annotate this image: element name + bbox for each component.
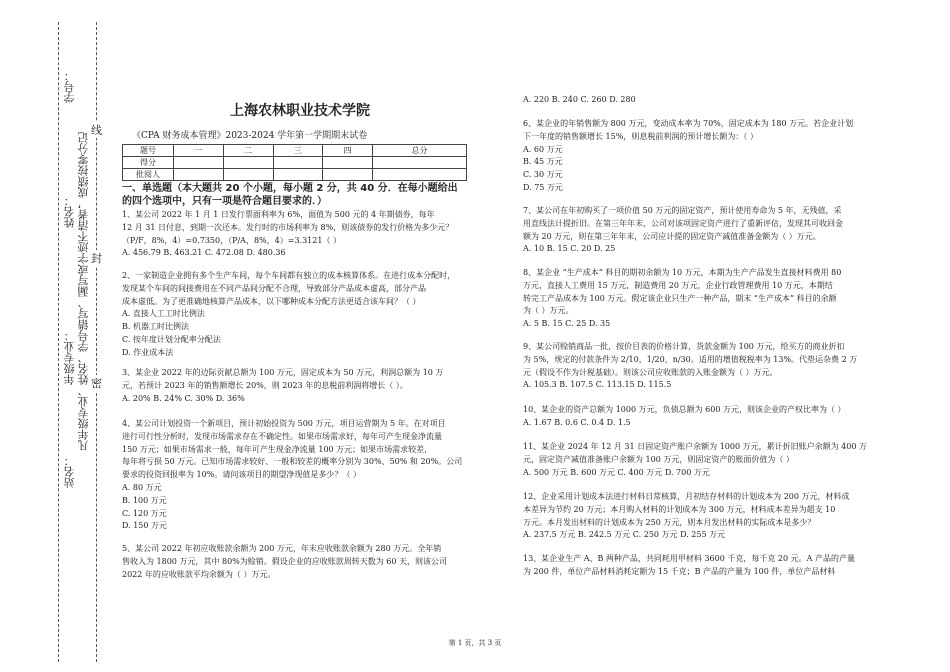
question-text-line: 万元，直接人工费用 15 万元，制造费用 20 万元，企业行政管理费用 10 万元，本期结 <box>523 280 833 290</box>
score-table <box>122 144 467 181</box>
score-cell: 四 <box>323 145 373 157</box>
score-input-cell[interactable] <box>323 169 373 181</box>
question-text-line: 8、某企业 “生产成本” 科目的期初余额为 10 万元，本期为生产产品发生直接材料费用 80 <box>523 268 842 277</box>
question-2 <box>122 270 467 360</box>
answer-option: A. 5 B. 15 C. 25 D. 35 <box>523 319 611 329</box>
score-input-cell[interactable] <box>223 169 273 181</box>
answer-option: A. 直接人工工时比例法 <box>122 309 205 319</box>
question-text-line: 用直线法计提折旧。在第三年年末，公司对该项固定资产进行了重新评估，发现其可收回金 <box>523 218 843 228</box>
answer-option: D. 150 万元 <box>122 521 168 531</box>
question-5-options <box>523 94 868 107</box>
answer-option: A. 456.79 B. 463.21 C. 472.08 D. 480.36 <box>122 248 286 258</box>
question-text-line: 2022 年的应收账款平均余额为（ ）万元。 <box>122 569 276 579</box>
question-text-line: 1、某公司 2022 年 1 月 1 日发行票面利率为 6%，面值为 500 元的 4 年期债券，每年 <box>122 210 435 219</box>
answer-option: A. 80 万元 <box>122 482 162 492</box>
question-text-line: 成本虚低。为了更准确地核算产品成本，以下哪种成本分配方法更适合该车间？（ ） <box>122 296 421 306</box>
school-title: 上海农林职业技术学院 <box>230 103 370 119</box>
question-5 <box>122 543 467 581</box>
question-text-line: 4、某公司计划投资一个新项目，预计初始投资为 500 万元，项目运营期为 5 年。在对项目 <box>122 419 446 428</box>
score-cell: 题号 <box>123 145 174 157</box>
score-cell: 总分 <box>373 145 467 157</box>
score-cell: 一 <box>174 145 224 157</box>
question-10 <box>523 404 868 430</box>
score-input-cell[interactable] <box>273 169 323 181</box>
question-text-line: 转完工产品成本为 100 万元。假定该企业只生产一种产品，期末 “生产成本” 科目的余额 <box>523 293 837 303</box>
answer-option: A. 237.5 万元 B. 242.5 万元 C. 250 万元 D. 255 万元 <box>523 530 726 540</box>
question-9 <box>523 341 868 392</box>
question-text-line: 为（ ）万元。 <box>523 306 574 316</box>
question-text-line: 元，固定资产减值准备账户余额为 100 万元，则固定资产的账面价值为（ ） <box>523 454 794 464</box>
score-cell: 三 <box>273 145 323 157</box>
question-text-line: 下一年度的销售额增长 15%，则息税前利润的预计增长额为：（ ） <box>523 131 758 141</box>
question-3 <box>122 367 467 405</box>
fold-mark-top: 封 <box>91 252 102 265</box>
fold-mark-line: 线 <box>91 124 102 137</box>
question-text-line: 元，若预计 2023 年的销售额增长 20%，则 2023 年的息税前利润将增长（ ）。 <box>122 380 408 390</box>
question-1 <box>122 209 467 260</box>
question-text-line: 12 月 31 日付息，到期一次还本。发行时的市场利率为 8%，则该债券的发行价格为多少元？ <box>122 222 454 232</box>
fold-mark-bottom: 密 <box>91 377 102 390</box>
question-text-line: （P/F，8%，4）=0.7350，（P/A，8%，4）=3.3121（ ） <box>122 235 341 245</box>
score-table-row <box>123 169 467 181</box>
answer-option: B. 45 万元 <box>523 157 563 167</box>
binding-line-inner <box>58 22 59 662</box>
question-text-line: 150 万元；如果市场需求一般，每年可产生现金净流量 100 万元；如果市场需求较差， <box>122 444 433 454</box>
notice-text: 凡年级专业、姓名、学号错写、漏写或字迹不清者，成绩按零分记 <box>77 132 90 451</box>
section-title: 一、单选题（本大题共 20 个小题，每小题 2 分，共 40 分．在每小题给出的四个选项中，只有一项是符合题目要求的．） <box>122 183 458 207</box>
question-text-line: 每年将亏损 50 万元。已知市场需求较好、一般和较差的概率分别为 30%、50% 和 20%。公司 <box>122 457 463 467</box>
exam-title: 《CPA 财务成本管理》2023-2024 学年第一学期期末试卷 <box>132 131 368 141</box>
answer-option: A. 220 B. 240 C. 260 D. 280 <box>523 95 636 104</box>
score-cell: 批阅人 <box>123 169 174 181</box>
score-table-row <box>123 157 467 169</box>
question-12 <box>523 491 868 542</box>
question-text-line: 为 200 件，单位产品材料消耗定额为 15 千克；B 产品的产量为 100 件，单位产品材料 <box>523 566 836 576</box>
score-input-cell[interactable] <box>373 169 467 181</box>
student-id-label: 学号： <box>63 70 76 103</box>
answer-option: A. 500 万元 B. 600 万元 C. 400 万元 D. 700 万元 <box>523 467 710 477</box>
question-4 <box>122 418 467 533</box>
answer-option: B. 100 万元 <box>122 495 167 505</box>
name-label: 姓名： <box>63 195 76 228</box>
binding-line-outer <box>96 22 97 662</box>
question-text-line: 本差异为节约 20 万元；本月购入材料的计划成本为 300 万元，材料成本差异为超支 10 <box>523 504 836 514</box>
question-text-line: 发现某个车间的间接费用在不同产品间分配不合理，导致部分产品成本虚高，部分产品 <box>122 283 426 293</box>
question-text-line: 额为 20 万元，则在第三年年末，公司应计提的固定资产减值准备金额为（ ）万元。 <box>523 231 821 241</box>
answer-option: A. 20% B. 24% C. 30% D. 36% <box>122 393 245 403</box>
score-table-header <box>123 145 467 157</box>
answer-option: B. 机器工时比例法 <box>122 322 189 332</box>
answer-option: A. 1.67 B. 0.6 C. 0.4 D. 1.5 <box>523 417 631 427</box>
question-text-line: 7、某公司在年初购买了一项价值 50 万元的固定资产，预计使用寿命为 5 年，无残值，采 <box>523 206 842 215</box>
class-label: 年级专业： <box>63 330 76 385</box>
question-text-line: 进行可行性分析时，发现市场需求存在不确定性。如果市场需求好，每年可产生现金净流量 <box>122 431 442 441</box>
answer-option: A. 10 B. 15 C. 20 D. 25 <box>523 244 616 254</box>
question-text-line: 要求的投资回报率为 10%。请问该项目的期望净现值是多少？（ ） <box>122 470 361 480</box>
question-text-line: 2、一家制造企业拥有多个生产车间，每个车间都有独立的成本核算体系。在进行成本分配时， <box>122 271 456 280</box>
school-label: 站名： <box>63 455 76 488</box>
question-13 <box>523 553 868 579</box>
question-text-line: 3、某企业 2022 年的边际贡献总额为 100 万元，固定成本为 50 万元，利润总额为 10 万 <box>122 368 444 377</box>
question-text-line: 11、某企业 2024 年 12 月 31 日固定资产账户余额为 1000 万元，累计折旧账户余额为 400 万 <box>523 442 867 451</box>
question-11 <box>523 441 868 479</box>
answer-option: C. 按年度计划分配率分配法 <box>122 334 221 344</box>
question-text-line: 5、某公司 2022 年初应收账款余额为 200 万元，年末应收账款余额为 280 万元。全年销 <box>122 544 442 553</box>
score-cell: 二 <box>223 145 273 157</box>
question-6 <box>523 118 868 195</box>
score-cell: 得分 <box>123 157 174 169</box>
question-text-line: 10、某企业的资产总额为 1000 万元，负债总额为 600 万元，则该企业的产权比率为（ ） <box>523 405 846 414</box>
question-7 <box>523 205 868 256</box>
score-input-cell[interactable] <box>223 157 273 169</box>
binding-margin <box>0 0 110 672</box>
question-text-line: 13、某企业生产 A、B 两种产品，共同耗用甲材料 3600 千克，每千克 20 元。A 产品的产量 <box>523 554 855 563</box>
answer-option: C. 30 万元 <box>523 170 563 180</box>
score-input-cell[interactable] <box>174 169 224 181</box>
score-input-cell[interactable] <box>373 157 467 169</box>
question-text-line: 6、某企业的年销售额为 800 万元，变动成本率为 70%，固定成本为 180 万元。若企业计划 <box>523 119 854 128</box>
score-input-cell[interactable] <box>174 157 224 169</box>
question-8 <box>523 267 868 331</box>
answer-option: C. 120 万元 <box>122 508 167 518</box>
question-text-line: 万元。本月发出材料的计划成本为 250 万元，则本月发出材料的实际成本是多少？ <box>523 517 816 527</box>
question-text-line: 元（假设不作为计税基础）。则该公司应收账款的入账金额为（ ）万元。 <box>523 367 778 377</box>
score-input-cell[interactable] <box>323 157 373 169</box>
score-input-cell[interactable] <box>273 157 323 169</box>
answer-option: A. 105.3 B. 107.5 C. 113.15 D. 115.5 <box>523 380 672 390</box>
question-text-line: 为 5%，规定的付款条件为 2/10，1/20，n/30。适用的增值税税率为 13%。代垫运杂费 2 万 <box>523 354 858 364</box>
answer-option: D. 75 万元 <box>523 182 563 192</box>
question-text-line: 售收入为 1800 万元，其中 80%为赊销。假设企业的应收账款周转天数为 60 天，则该公司 <box>122 556 448 566</box>
question-text-line: 9、某公司赊销商品一批，按价目表的价格计算，货款金额为 100 万元，给买方的商业折扣 <box>523 342 845 351</box>
page-footer: 第 1 页，共 3 页 <box>448 639 502 647</box>
question-text-line: 12、企业采用计划成本法进行材料日常核算，月初结存材料的计划成本为 200 万元，材料成 <box>523 492 850 501</box>
answer-option: D. 作业成本法 <box>122 347 174 357</box>
answer-option: A. 60 万元 <box>523 144 563 154</box>
